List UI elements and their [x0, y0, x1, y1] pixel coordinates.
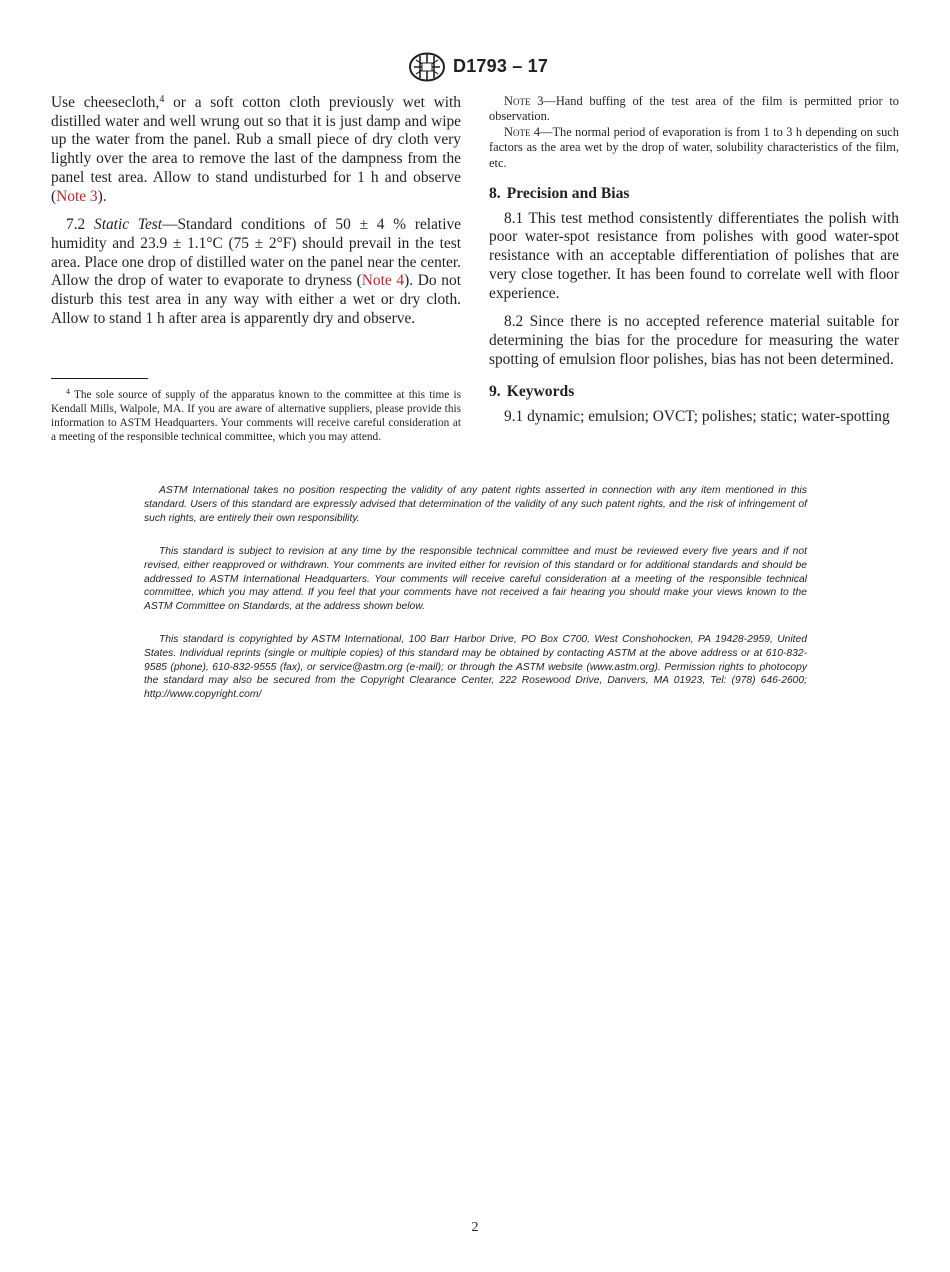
- note-4: [489, 125, 899, 171]
- paragraph-text: ).: [97, 187, 107, 205]
- section-number: 8.: [489, 185, 501, 203]
- revision-notice: This standard is subject to revision at any time by the responsible technical committee and must be reviewed every five years and if not revised, either reapproved or withdrawn. Your comments are invited either for revision of this standard or for additional standards and should be addressed to ASTM International Headquarters. Your comments will receive careful consideration at a meeting of the responsible technical committee, which you may attend. If you feel that your comments have not received a fair hearing you should make your views known to the ASTM Committee on Standards, at the address shown below.: [144, 546, 807, 613]
- paragraph-text: ). Do not disturb this test area in any way with either a wet or dry cloth. Allow to stand 1 h after area is apparently dry and observe.: [51, 272, 461, 327]
- right-column: [489, 94, 899, 427]
- footnote-marker: 4: [66, 387, 70, 396]
- paragraph-8-1: 8.1 This test method consistently differentiates the polish with poor water-spot resistance from polishes with good water-spot resistance with an acceptable differentiation of polishes that are very close together. It has been found to correlate well with floor experience.: [489, 209, 899, 302]
- paragraph-7-2: [51, 216, 461, 328]
- note-text: —The normal period of evaporation is from 1 to 3 h depending on such factors as the area wet by the drop of water, solubility characteristics of the film, etc.: [489, 124, 899, 170]
- section-9-heading: [489, 383, 899, 402]
- paragraph-9-1: 9.1 dynamic; emulsion; OVCT; polishes; static; water-spotting: [504, 408, 890, 426]
- paragraph-8-2: 8.2 Since there is no accepted reference material suitable for determining the bias for the procedure for measuring the water spotting of emulsion floor polishes, bias has not been determined.: [489, 313, 899, 368]
- section-title: Precision and Bias: [506, 185, 630, 203]
- astm-logo-icon: [408, 52, 446, 82]
- paragraph-text: or a soft cotton cloth previously wet with distilled water and well wrung out so that it is just damp and wipe up the water from the panel. Rub a small piece of dry cloth very lightly over the area to remove the last of the dampness from the panel test area. Allow to stand undisturbed for 1 h and observe (: [51, 94, 461, 205]
- paragraph-subtitle: Static Test: [94, 216, 163, 234]
- paragraph-7-1-continued: [51, 94, 461, 206]
- paragraph-number: 7.2: [66, 216, 95, 234]
- patent-disclaimer: ASTM International takes no position respecting the validity of any patent rights asserted in connection with any item mentioned in this standard. Users of this standard are expressly advised that determination of the validity of any such patent rights, and the risk of infringement of such rights, are entirely their own responsibility.: [144, 485, 807, 524]
- note-label: Note 3: [504, 94, 544, 108]
- section-8-heading: [489, 185, 899, 204]
- section-number: 9.: [489, 383, 501, 401]
- note-text: —Hand buffing of the test area of the film is permitted prior to observation.: [489, 94, 899, 124]
- note-3-link[interactable]: Note 3: [56, 187, 98, 205]
- footnote-divider: [51, 378, 148, 379]
- footnote-4: [51, 388, 461, 444]
- section-title: Keywords: [506, 383, 575, 401]
- paragraph-text: Use cheesecloth,: [51, 94, 160, 111]
- note-label: Note 4: [504, 124, 541, 139]
- note-4-link[interactable]: Note 4: [361, 272, 405, 290]
- standard-designation: D1793 – 17: [453, 56, 549, 76]
- copyright-notice: This standard is copyrighted by ASTM International, 100 Barr Harbor Drive, PO Box C700, West Conshohocken, PA 19428-2959, United States. Individual reprints (single or multiple copies) of this standard may be obtained by contacting ASTM at the above address or at 610-832-9585 (phone), 610-832-9555 (fax), or service@astm.org (e-mail); or through the ASTM website (www.astm.org). Permission rights to photocopy the standard may also be secured from the Copyright Clearance Center, 222 Rosewood Drive, Danvers, MA 01923, Tel: (978) 646-2600; http://www.copyright.com/: [144, 634, 807, 701]
- page-header: [0, 52, 950, 84]
- paragraph-text: —Standard conditions of 50 ± 4 % relative humidity and 23.9 ± 1.1°C (75 ± 2°F) should prevail in the test area. Place one drop of distilled water on the panel near the center. Allow the drop of water to evaporate to dryness (: [51, 216, 461, 290]
- page-number: 2: [471, 1220, 479, 1235]
- footnote-text: The sole source of supply of the apparatus known to the committee at this time is Kendall Mills, Walpole, MA. If you are aware of alternative suppliers, please provide this information to ASTM Headquarters. Your comments will receive careful consideration at a meeting of the responsible technical committee, which you may attend.: [51, 389, 461, 444]
- footnote-reference[interactable]: 4: [159, 94, 165, 105]
- note-3: [489, 94, 899, 125]
- left-column: [51, 94, 461, 328]
